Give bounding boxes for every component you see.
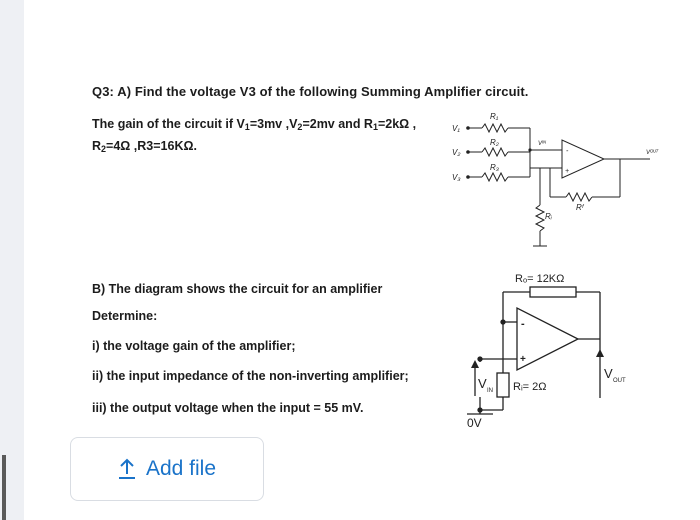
- item-i: i) the voltage gain of the amplifier;: [92, 339, 296, 353]
- label-vout-b-sub: OUT: [613, 378, 626, 384]
- r3-resistor: [482, 173, 508, 181]
- part-b-intro: B) The diagram shows the circuit for an amplifier: [92, 282, 383, 296]
- summing-amplifier-circuit: [468, 124, 650, 246]
- r1-resistor: [482, 124, 508, 132]
- opamp-b: [517, 308, 578, 370]
- label-ground: 0V: [467, 416, 482, 430]
- ri-resistor: [536, 205, 544, 231]
- label-ri-b: Rᵢ= 2Ω: [513, 381, 547, 393]
- label-vin-b: V: [478, 376, 487, 391]
- label-ri-a: Rᵢ: [545, 212, 552, 221]
- label-vout-a: Vᴼᵁᵀ: [646, 150, 659, 156]
- label-minus-b: -: [521, 318, 525, 330]
- label-r1: R₁: [490, 112, 499, 121]
- left-rail: [0, 0, 24, 520]
- upload-icon: [118, 458, 136, 480]
- label-vout-b: V: [604, 366, 613, 381]
- label-v2: V₂: [452, 148, 461, 157]
- scroll-indicator: [2, 455, 6, 520]
- part-a-line-2: $R_2=4\Omega$ ,R3=16KΩ.: [92, 139, 197, 154]
- label-v1: V₁: [452, 124, 460, 133]
- label-minus-a: -: [566, 148, 569, 155]
- part-a-line-1: The gain of the circuit if $V_1=3mv$ $,V_2=2mv$ and $R_1=2k\Omega$ ,: [92, 117, 417, 132]
- rf-resistor: [566, 193, 592, 201]
- non-inverting-amplifier-circuit: [467, 287, 600, 414]
- r2-resistor: [482, 148, 508, 156]
- item-iii: iii) the output voltage when the input = 55 mV.: [92, 401, 364, 415]
- label-vin-b-sub: IN: [487, 388, 493, 394]
- add-file-button[interactable]: [70, 437, 264, 501]
- item-ii: ii) the input impedance of the non-inverting amplifier;: [92, 369, 409, 383]
- label-vin-a: Vᴵᴺ: [538, 141, 546, 147]
- label-r2: R₂: [490, 138, 499, 147]
- label-rf-b: Rₒ= 12KΩ: [515, 273, 565, 285]
- label-plus-b: +: [520, 354, 526, 365]
- add-file-label: Add file: [145, 457, 217, 480]
- label-rf-a: Rᶠ: [576, 203, 584, 212]
- opamp-a: [562, 140, 604, 178]
- label-plus-a: +: [565, 168, 570, 175]
- determine-label: Determine:: [92, 309, 158, 323]
- ri-box: [497, 373, 509, 397]
- label-r3: R₃: [490, 163, 499, 172]
- rf-box: [530, 287, 576, 297]
- label-v3: V₃: [452, 173, 461, 182]
- question-title: Q3: A) Find the voltage V3 of the following Summing Amplifier circuit.: [92, 84, 529, 99]
